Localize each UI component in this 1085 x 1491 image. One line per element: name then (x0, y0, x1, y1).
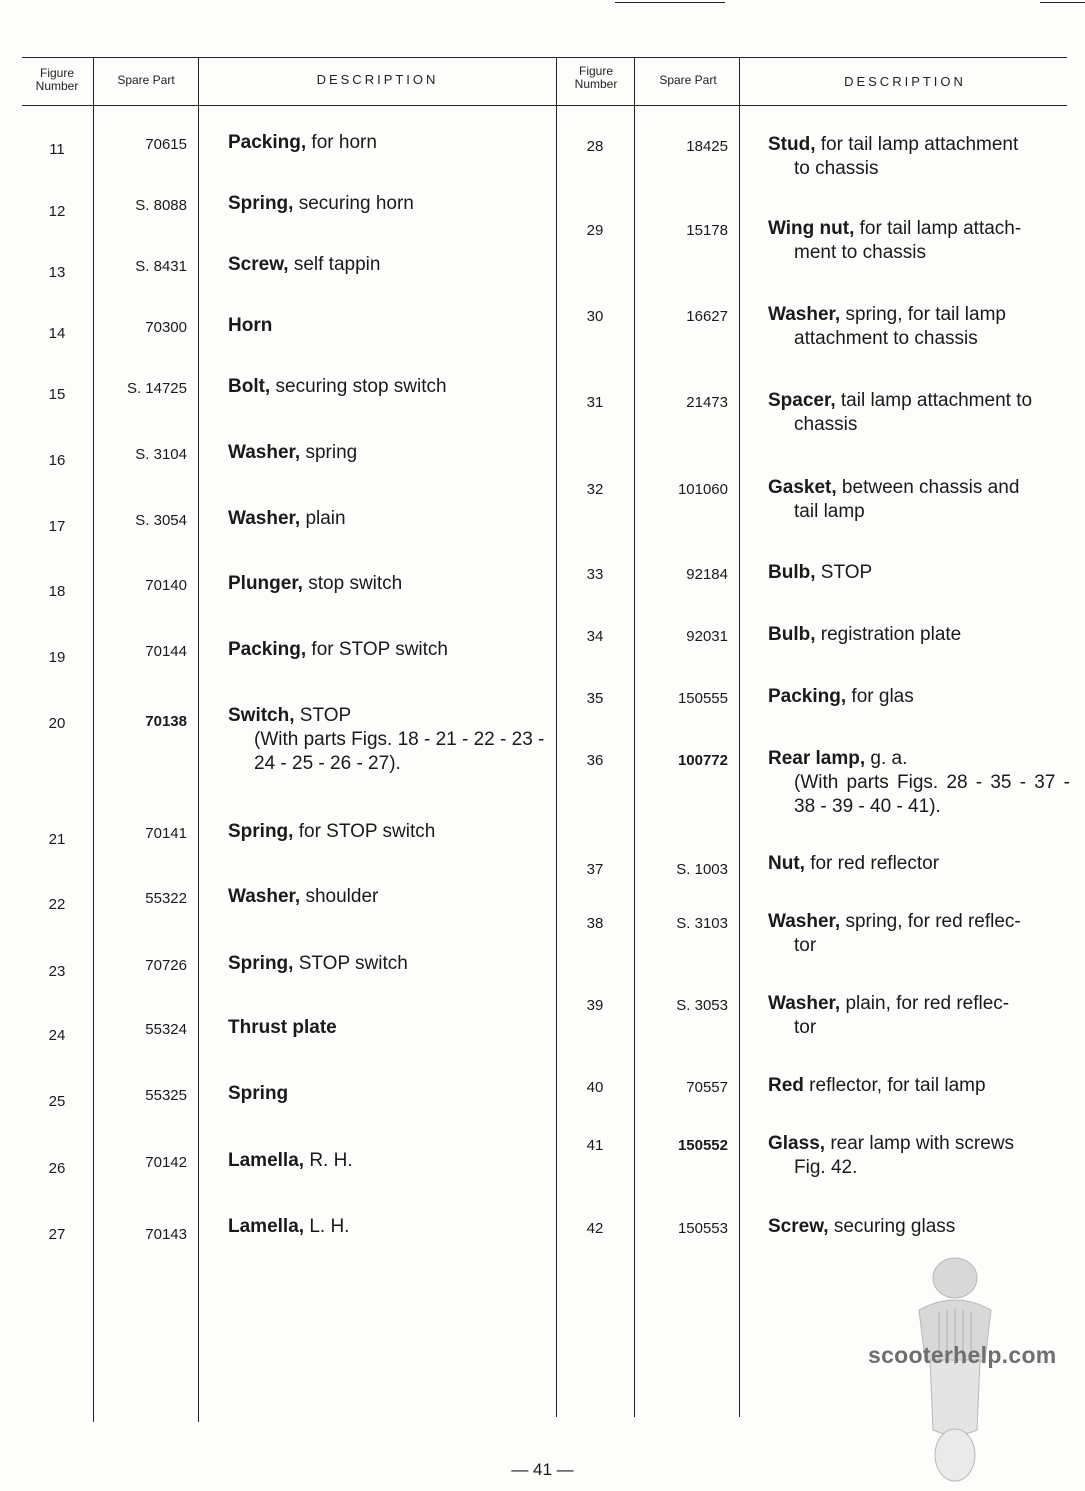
spare-part-number: 150552 (677, 1137, 728, 1154)
part-description-continuation: attachment to chassis (794, 328, 978, 349)
watermark-text: scooterhelp.com (868, 1342, 1057, 1368)
header-figure-number-right: Figure Number (574, 64, 618, 91)
part-name: Bulb, (768, 624, 816, 645)
part-description (228, 314, 548, 338)
figure-number: 12 (48, 203, 66, 220)
part-name: Washer, (768, 911, 841, 932)
spare-part-number: 70726 (145, 957, 187, 974)
spare-part-number: 150555 (677, 690, 728, 707)
spare-part-number: 55324 (145, 1021, 187, 1038)
figure-number: 28 (586, 138, 604, 155)
part-detail: reflector, for tail lamp (803, 1075, 986, 1096)
figure-number: 30 (586, 308, 604, 325)
part-name: Plunger, (228, 573, 303, 594)
header-spare-part-right: Spare Part (659, 73, 717, 87)
part-detail: stop switch (302, 573, 403, 594)
part-name: Stud, (768, 134, 816, 155)
spare-part-number: 92031 (686, 628, 728, 645)
part-name: Washer, (228, 886, 301, 907)
figure-number: 19 (48, 649, 66, 666)
figure-number: 21 (48, 831, 66, 848)
part-description (228, 253, 548, 277)
col-divider-3 (556, 57, 557, 1417)
figure-number: 37 (586, 861, 604, 878)
part-detail: spring, for red reflec- (840, 911, 1021, 932)
col-divider-5 (739, 57, 740, 1417)
part-detail: securing horn (293, 193, 414, 214)
header-description-left: DESCRIPTION (316, 72, 439, 87)
spare-part-number: S. 3104 (135, 446, 187, 463)
figure-number: 20 (48, 715, 66, 732)
figure-number: 31 (586, 394, 604, 411)
part-detail: for tail lamp attachment (815, 134, 1019, 155)
part-description-continuation: ment to chassis (794, 242, 926, 263)
spare-part-number: S. 3054 (135, 512, 187, 529)
part-detail: securing stop switch (270, 376, 447, 397)
part-detail: between chassis and (836, 477, 1020, 498)
part-description (768, 133, 1070, 181)
spare-part-number: 100772 (677, 752, 728, 769)
part-description (228, 885, 548, 909)
part-description (768, 476, 1070, 524)
part-description (768, 1132, 1070, 1180)
top-rule-short (615, 2, 725, 3)
part-name: Switch, (228, 705, 295, 726)
part-name: Horn (228, 315, 273, 336)
part-description (768, 623, 1070, 647)
part-detail: for glas (846, 686, 914, 707)
part-description (768, 217, 1070, 265)
part-description (228, 375, 548, 399)
part-description (768, 1215, 1070, 1239)
figure-number: 27 (48, 1226, 66, 1243)
table-top-rule (22, 57, 1067, 58)
part-name: Spring (228, 1083, 289, 1104)
part-name: Spring, (228, 953, 294, 974)
figure-number: 34 (586, 628, 604, 645)
part-description (228, 1016, 548, 1040)
figure-number: 36 (586, 752, 604, 769)
spare-part-number: S. 1003 (676, 861, 728, 878)
spare-part-number: 70300 (145, 319, 187, 336)
part-description-continuation: tor (794, 935, 817, 956)
part-detail: plain, for red reflec- (840, 993, 1010, 1014)
part-name: Lamella, (228, 1150, 305, 1171)
spare-part-number: 55325 (145, 1087, 187, 1104)
part-name: Screw, (768, 1216, 829, 1237)
part-detail: R. H. (304, 1150, 353, 1171)
figure-number: 13 (48, 264, 66, 281)
part-name: Lamella, (228, 1216, 305, 1237)
part-description (768, 747, 1070, 819)
part-description (768, 685, 1070, 709)
figure-number: 17 (48, 518, 66, 535)
part-name: Gasket, (768, 477, 837, 498)
part-name: Spring, (228, 821, 294, 842)
header-spare-part-left: Spare Part (117, 73, 175, 87)
part-description-continuation: to chassis (794, 158, 879, 179)
figure-number: 11 (49, 141, 65, 158)
part-detail: tail lamp attachment to (835, 390, 1033, 411)
figure-number: 16 (48, 452, 66, 469)
figure-number: 40 (586, 1079, 604, 1096)
col-divider-1 (93, 57, 94, 1422)
figure-number: 39 (586, 997, 604, 1014)
part-detail: STOP (815, 562, 873, 583)
part-detail: for horn (306, 132, 377, 153)
part-description (228, 441, 548, 465)
figure-number: 23 (48, 963, 66, 980)
spare-part-number: 15178 (686, 222, 728, 239)
figure-number: 15 (48, 386, 66, 403)
spare-part-number: 150553 (677, 1220, 728, 1237)
part-name: Packing, (228, 132, 307, 153)
header-figure-number-left: Figure Number (35, 66, 79, 93)
part-name: Bolt, (228, 376, 271, 397)
part-description-continuation: (With parts Figs. 18 - 21 - 22 - 23 - 24 - 25 - 26 - 27). (254, 729, 545, 774)
spare-part-number: S. 8431 (135, 258, 187, 275)
part-description (768, 303, 1070, 351)
part-detail: for STOP switch (306, 639, 448, 660)
part-description (228, 1149, 548, 1173)
part-name: Screw, (228, 254, 289, 275)
figure-number: 24 (48, 1027, 66, 1044)
figure-number: 26 (48, 1160, 66, 1177)
spare-part-number: 70615 (145, 136, 187, 153)
spare-part-number: S. 8088 (135, 197, 187, 214)
spare-part-number: 18425 (686, 138, 728, 155)
part-detail: shoulder (300, 886, 379, 907)
part-description-continuation: chassis (794, 414, 858, 435)
part-name: Washer, (768, 304, 841, 325)
part-description (768, 852, 1070, 876)
part-detail: spring (300, 442, 358, 463)
figure-number: 18 (48, 583, 66, 600)
spare-part-number: 70142 (145, 1154, 187, 1171)
figure-number: 41 (586, 1137, 604, 1154)
part-detail: securing glass (828, 1216, 956, 1237)
part-detail: rear lamp with screws (825, 1133, 1015, 1154)
figure-number: 25 (48, 1093, 66, 1110)
part-description-continuation: Fig. 42. (794, 1157, 858, 1178)
spare-part-number: 16627 (686, 308, 728, 325)
col-divider-2 (198, 57, 199, 1422)
figure-number: 22 (48, 896, 66, 913)
part-detail: for tail lamp attach- (854, 218, 1022, 239)
part-description (768, 389, 1070, 437)
part-description (228, 1082, 548, 1106)
figure-number: 35 (586, 690, 604, 707)
part-name: Rear lamp, (768, 748, 866, 769)
spare-part-number: 70557 (686, 1079, 728, 1096)
spare-part-number: 70144 (145, 643, 187, 660)
part-name: Spacer, (768, 390, 836, 411)
part-name: Red (768, 1075, 804, 1096)
spare-part-number: 70141 (145, 825, 187, 842)
part-description (228, 572, 548, 596)
part-detail: spring, for tail lamp (840, 304, 1006, 325)
part-description (768, 910, 1070, 958)
spare-part-number: 70140 (145, 577, 187, 594)
part-name: Wing nut, (768, 218, 855, 239)
part-description (228, 952, 548, 976)
part-description-continuation: tail lamp (794, 501, 865, 522)
part-name: Washer, (228, 508, 301, 529)
top-rule-right (1040, 2, 1085, 3)
part-name: Thrust plate (228, 1017, 337, 1038)
header-bottom-rule (22, 105, 1067, 106)
part-description (228, 507, 548, 531)
part-detail: for STOP switch (293, 821, 436, 842)
part-name: Washer, (768, 993, 841, 1014)
part-name: Glass, (768, 1133, 826, 1154)
figure-number: 38 (586, 915, 604, 932)
part-name: Packing, (228, 639, 307, 660)
part-detail: STOP switch (293, 953, 408, 974)
part-description (228, 192, 548, 216)
spare-part-number: 92184 (686, 566, 728, 583)
part-name: Packing, (768, 686, 847, 707)
figure-number: 33 (586, 566, 604, 583)
part-description (768, 1074, 1070, 1098)
part-detail: self tappin (288, 254, 381, 275)
spare-part-number: 101060 (677, 481, 728, 498)
header-description-right: DESCRIPTION (844, 74, 966, 89)
part-description (768, 992, 1070, 1040)
figure-number: 32 (586, 481, 604, 498)
part-name: Bulb, (768, 562, 816, 583)
part-name: Nut, (768, 853, 805, 874)
spare-part-number: S. 14725 (126, 380, 187, 397)
part-name: Washer, (228, 442, 301, 463)
col-divider-4 (634, 57, 635, 1417)
figure-number: 42 (586, 1220, 604, 1237)
figure-number: 14 (48, 325, 66, 342)
spare-part-number: 21473 (686, 394, 728, 411)
part-description (228, 820, 548, 844)
part-detail: L. H. (304, 1216, 350, 1237)
spare-part-number: S. 3053 (676, 997, 728, 1014)
part-description (228, 704, 548, 776)
part-detail: registration plate (815, 624, 962, 645)
spare-part-number: S. 3103 (676, 915, 728, 932)
part-detail: plain (300, 508, 346, 529)
part-name: Spring, (228, 193, 294, 214)
part-detail: STOP (294, 705, 352, 726)
page-number: — 41 — (511, 1460, 574, 1479)
figure-number: 29 (586, 222, 604, 239)
spare-part-number: 55322 (145, 890, 187, 907)
part-description (228, 1215, 548, 1239)
part-description-continuation: tor (794, 1017, 817, 1038)
part-description-continuation: (With parts Figs. 28 - 35 - 37 - 38 - 39 - 40 - 41). (794, 772, 1070, 817)
part-detail: g. a. (865, 748, 908, 769)
part-description (228, 131, 548, 155)
part-description (228, 638, 548, 662)
spare-part-number: 70138 (145, 713, 187, 730)
part-detail: for red reflector (804, 853, 940, 874)
spare-part-number: 70143 (145, 1226, 187, 1243)
part-description (768, 561, 1070, 585)
